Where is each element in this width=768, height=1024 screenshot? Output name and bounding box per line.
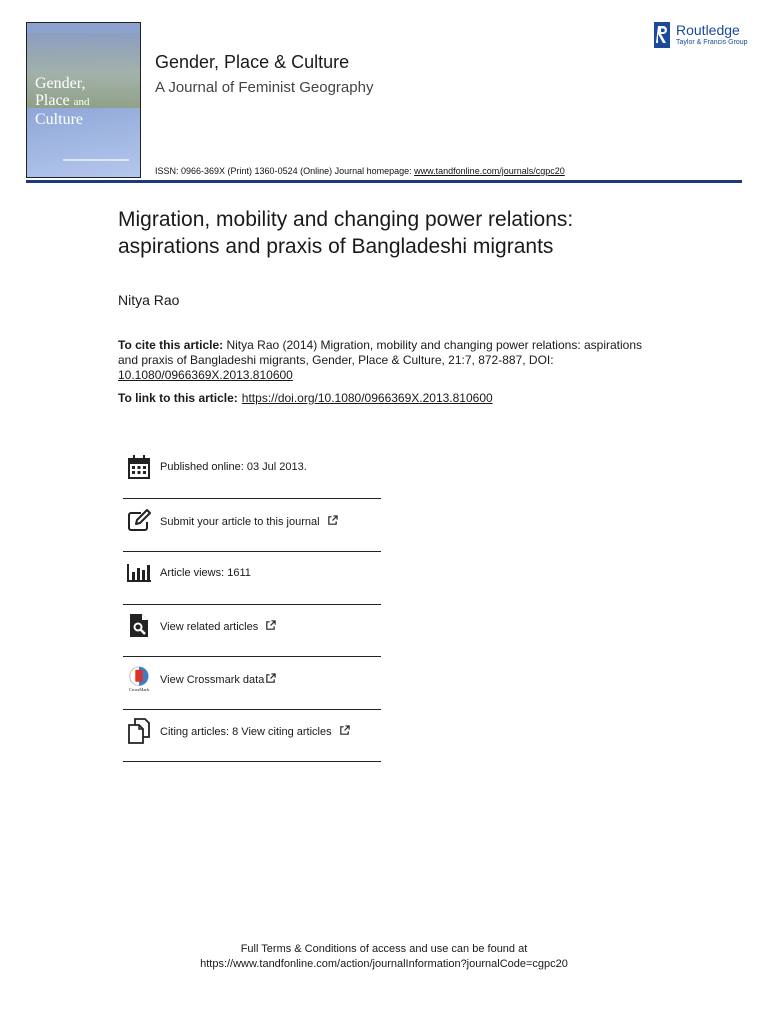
crossmark-item[interactable] (123, 666, 381, 718)
info-divider (123, 709, 381, 710)
info-divider (123, 604, 381, 605)
edit-icon (127, 508, 151, 534)
terms-footer (0, 942, 768, 972)
crossmark-label[interactable]: View Crossmark data (160, 673, 276, 686)
info-divider (123, 551, 381, 552)
document-search-icon (127, 613, 151, 639)
submit-article-label[interactable]: Submit your article to this journal (160, 515, 338, 528)
citation-block (118, 338, 648, 383)
issn-text: ISSN: 0966-369X (Print) 1360-0524 (Online) Journal homepage: (155, 166, 415, 176)
journal-subtitle: A Journal of Feminist Geography (155, 79, 374, 96)
article-title: Migration, mobility and changing power relations: aspirations and praxis of Bangladeshi migrants (118, 208, 574, 258)
external-link-icon (265, 673, 276, 684)
submit-article-item[interactable] (123, 508, 381, 560)
article-link-label: To link to this article: (118, 391, 238, 405)
related-articles-label[interactable]: View related articles (160, 620, 276, 633)
citation-text: Nitya Rao (2014) Migration, mobility and changing power relations: aspirations and praxis of Bangladeshi migrants, Gender, Place & Culture, 21:7, 872-887, DOI: (118, 338, 643, 367)
crossmark-badge-text: CrossMark (128, 688, 150, 692)
crossmark-icon (127, 666, 151, 692)
journal-homepage-link[interactable]: www.tandfonline.com/journals/cgpc20 (414, 166, 565, 176)
info-divider (123, 761, 381, 762)
info-divider (123, 656, 381, 657)
info-divider (123, 498, 381, 499)
article-author: Nitya Rao (118, 292, 180, 308)
cover-title: Gender, Place and Culture (35, 75, 90, 128)
published-online-label: Published online: 03 Jul 2013. (160, 461, 307, 473)
article-views-label: Article views: 1611 (160, 567, 251, 579)
article-doi-link[interactable]: https://doi.org/10.1080/0966369X.2013.810600 (241, 391, 493, 405)
header-divider (26, 180, 742, 183)
bar-chart-icon (127, 560, 151, 586)
journal-cover-image (26, 22, 141, 178)
issn-line (155, 166, 565, 176)
terms-link[interactable]: https://www.tandfonline.com/action/journalInformation?journalCode=cgpc20 (200, 958, 568, 970)
citation-label: To cite this article: (118, 338, 224, 352)
publisher-group: Taylor & Francis Group (676, 39, 748, 46)
related-articles-item[interactable] (123, 613, 381, 665)
citing-articles-icon (127, 718, 151, 744)
citation-doi-link[interactable]: 10.1080/0966369X.2013.810600 (118, 368, 293, 382)
external-link-icon (265, 620, 276, 631)
article-link-row (118, 391, 493, 405)
external-link-icon (327, 515, 338, 526)
calendar-icon (127, 454, 151, 480)
routledge-logo-icon (654, 22, 674, 50)
citing-articles-item[interactable] (123, 718, 381, 770)
terms-text: Full Terms & Conditions of access and use can be found at (240, 943, 528, 955)
external-link-icon (339, 725, 350, 736)
publisher-name: Routledge (676, 22, 740, 38)
citing-articles-label[interactable]: Citing articles: 8 View citing articles (160, 725, 350, 738)
journal-title: Gender, Place & Culture (155, 52, 350, 72)
